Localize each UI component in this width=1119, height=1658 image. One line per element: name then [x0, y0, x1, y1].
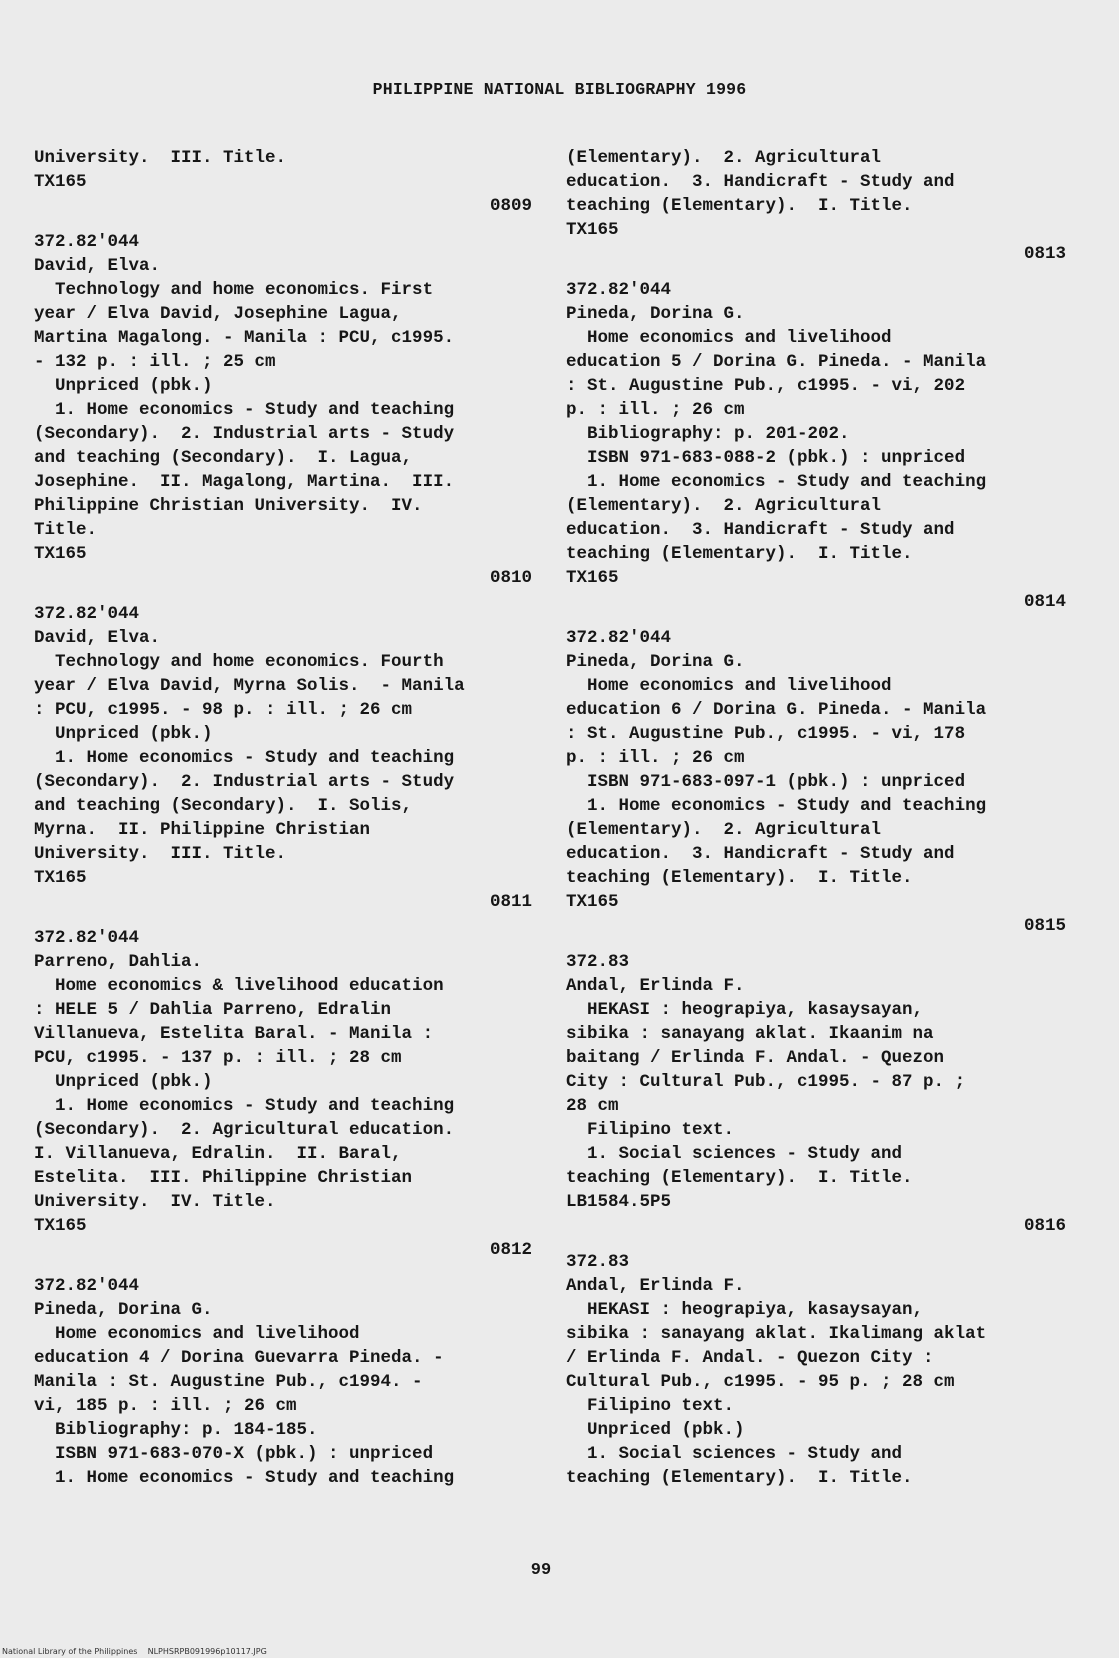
entry-line: Unpriced (pbk.)	[34, 1072, 213, 1092]
entry-line: (Elementary). 2. Agricultural	[566, 820, 882, 840]
entry-line: p. : ill. ; 26 cm	[566, 748, 745, 768]
entry-line: 1. Home economics - Study and teaching	[34, 748, 455, 768]
entry-separator	[34, 914, 532, 926]
entry-line: Filipino text.	[566, 1396, 735, 1416]
entry-line: teaching (Elementary). I. Title.	[566, 1468, 913, 1488]
entry-line: 1. Home economics - Study and teaching	[566, 796, 987, 816]
entry-line: Title.	[34, 520, 98, 540]
entry-number: 0814	[1023, 592, 1066, 612]
entry-number: 0816	[1023, 1216, 1066, 1236]
entry-line: 1. Home economics - Study and teaching	[34, 1096, 455, 1116]
entry-line: 1. Home economics - Study and teaching	[34, 1468, 455, 1488]
entry-line: / Erlinda F. Andal. - Quezon City :	[566, 1348, 934, 1368]
entry-line: - 132 p. : ill. ; 25 cm	[34, 352, 276, 372]
entry-line: 372.82'044	[34, 928, 140, 948]
entry-line: HEKASI : heograpiya, kasaysayan,	[566, 1300, 924, 1320]
entry-line: TX165	[34, 544, 87, 564]
entry-line: : PCU, c1995. - 98 p. : ill. ; 26 cm	[34, 700, 413, 720]
entry-line: I. Villanueva, Edralin. II. Baral,	[34, 1144, 402, 1164]
entry-line: (Elementary). 2. Agricultural	[566, 496, 882, 516]
entry-separator	[566, 614, 1066, 626]
entry-line: ISBN 971-683-097-1 (pbk.) : unpriced	[566, 772, 966, 792]
entry-line: p. : ill. ; 26 cm	[566, 400, 745, 420]
entry-line: HEKASI : heograpiya, kasaysayan,	[566, 1000, 924, 1020]
entry-line: Unpriced (pbk.)	[34, 376, 213, 396]
entry-line: vi, 185 p. : ill. ; 26 cm	[34, 1396, 297, 1416]
entry-line: Andal, Erlinda F.	[566, 1276, 745, 1296]
entry-number: 0810	[489, 568, 532, 588]
entry-line: Pineda, Dorina G.	[566, 652, 745, 672]
entry-line: education. 3. Handicraft - Study and	[566, 172, 955, 192]
entry-line: PCU, c1995. - 137 p. : ill. ; 28 cm	[34, 1048, 402, 1068]
entry-line: : HELE 5 / Dahlia Parreno, Edralin	[34, 1000, 392, 1020]
entry-line: teaching (Elementary). I. Title.	[566, 868, 913, 888]
entry-line: Cultural Pub., c1995. - 95 p. ; 28 cm	[566, 1372, 955, 1392]
left-column	[34, 146, 532, 1490]
entry-line: Parreno, Dahlia.	[34, 952, 203, 972]
entry-line: Filipino text.	[566, 1120, 735, 1140]
entry-line: 1. Social sciences - Study and	[566, 1144, 903, 1164]
entry-line: teaching (Elementary). I. Title.	[566, 196, 913, 216]
entry-line: ISBN 971-683-070-X (pbk.) : unpriced	[34, 1444, 434, 1464]
scan-footer: National Library of the Philippines NLPHSRPB091996p10117.JPG	[2, 1647, 267, 1656]
entry-line: TX165	[566, 568, 619, 588]
entry-line: Bibliography: p. 201-202.	[566, 424, 850, 444]
entry-line: : St. Augustine Pub., c1995. - vi, 178	[566, 724, 966, 744]
entry-line: Myrna. II. Philippine Christian	[34, 820, 371, 840]
entry-line: Home economics and livelihood	[566, 328, 892, 348]
entry-line: Estelita. III. Philippine Christian	[34, 1168, 413, 1188]
entry-line: (Secondary). 2. Industrial arts - Study	[34, 772, 455, 792]
entry-line: 1. Home economics - Study and teaching	[566, 472, 987, 492]
right-column	[566, 146, 1066, 1490]
entry-line: Pineda, Dorina G.	[34, 1300, 213, 1320]
entry-separator	[566, 266, 1066, 278]
entry-line: education. 3. Handicraft - Study and	[566, 520, 955, 540]
entry-line: baitang / Erlinda F. Andal. - Quezon	[566, 1048, 945, 1068]
entry-line: 1. Home economics - Study and teaching	[34, 400, 455, 420]
entry-line: Home economics and livelihood	[566, 676, 892, 696]
entry-number: 0809	[489, 196, 532, 216]
entry-line: TX165	[34, 172, 87, 192]
entry-line: : St. Augustine Pub., c1995. - vi, 202	[566, 376, 966, 396]
entry-line: (Secondary). 2. Agricultural education.	[34, 1120, 455, 1140]
entry-line: 372.82'044	[566, 280, 672, 300]
entry-separator	[34, 218, 532, 230]
entry-line: David, Elva.	[34, 628, 161, 648]
entry-line: TX165	[34, 868, 87, 888]
entry-line: education. 3. Handicraft - Study and	[566, 844, 955, 864]
entry-line: and teaching (Secondary). I. Lagua,	[34, 448, 413, 468]
entry-line: TX165	[34, 1216, 87, 1236]
entry-line: University. III. Title.	[34, 148, 287, 168]
entry-line: (Elementary). 2. Agricultural	[566, 148, 882, 168]
entry-line: Martina Magalong. - Manila : PCU, c1995.	[34, 328, 455, 348]
entry-separator	[566, 1238, 1066, 1250]
entry-line: Villanueva, Estelita Baral. - Manila :	[34, 1024, 434, 1044]
entry-line: sibika : sanayang aklat. Ikalimang aklat	[566, 1324, 987, 1344]
entry-line: Technology and home economics. First	[34, 280, 434, 300]
entry-line: Pineda, Dorina G.	[566, 304, 745, 324]
entry-line: education 4 / Dorina Guevarra Pineda. -	[34, 1348, 444, 1368]
entry-line: teaching (Elementary). I. Title.	[566, 1168, 913, 1188]
entry-line: (Secondary). 2. Industrial arts - Study	[34, 424, 455, 444]
entry-line: University. III. Title.	[34, 844, 287, 864]
entry-line: 372.83	[566, 952, 630, 972]
entry-line: Unpriced (pbk.)	[566, 1420, 745, 1440]
entry-line: Josephine. II. Magalong, Martina. III.	[34, 472, 455, 492]
entry-line: sibika : sanayang aklat. Ikaanim na	[566, 1024, 934, 1044]
entry-line: and teaching (Secondary). I. Solis,	[34, 796, 413, 816]
entry-line: TX165	[566, 892, 619, 912]
entry-number: 0811	[489, 892, 532, 912]
entry-line: LB1584.5P5	[566, 1192, 672, 1212]
entry-line: 28 cm	[566, 1096, 619, 1116]
entry-line: Home economics and livelihood	[34, 1324, 360, 1344]
entry-line: Manila : St. Augustine Pub., c1994. -	[34, 1372, 423, 1392]
entry-line: Home economics & livelihood education	[34, 976, 444, 996]
entry-line: 1. Social sciences - Study and	[566, 1444, 903, 1464]
entry-line: 372.82'044	[566, 628, 672, 648]
entry-line: TX165	[566, 220, 619, 240]
entry-line: education 5 / Dorina G. Pineda. - Manila	[566, 352, 987, 372]
entry-line: 372.82'044	[34, 604, 140, 624]
entry-line: Bibliography: p. 184-185.	[34, 1420, 318, 1440]
entry-line: year / Elva David, Myrna Solis. - Manila	[34, 676, 465, 696]
page-header: PHILIPPINE NATIONAL BIBLIOGRAPHY 1996	[372, 80, 747, 99]
entry-line: 372.82'044	[34, 1276, 140, 1296]
entry-line: 372.82'044	[34, 232, 140, 252]
entry-line: ISBN 971-683-088-2 (pbk.) : unpriced	[566, 448, 966, 468]
entry-separator	[566, 938, 1066, 950]
entry-line: Unpriced (pbk.)	[34, 724, 213, 744]
entry-line: year / Elva David, Josephine Lagua,	[34, 304, 402, 324]
entry-line: City : Cultural Pub., c1995. - 87 p. ;	[566, 1072, 966, 1092]
entry-separator	[34, 1262, 532, 1274]
entry-line: education 6 / Dorina G. Pineda. - Manila	[566, 700, 987, 720]
entry-number: 0815	[1023, 916, 1066, 936]
entry-line: University. IV. Title.	[34, 1192, 276, 1212]
entry-line: Philippine Christian University. IV.	[34, 496, 423, 516]
entry-separator	[34, 590, 532, 602]
entry-line: 372.83	[566, 1252, 630, 1272]
entry-number: 0812	[489, 1240, 532, 1260]
entry-number: 0813	[1023, 244, 1066, 264]
entry-line: David, Elva.	[34, 256, 161, 276]
entry-line: Technology and home economics. Fourth	[34, 652, 444, 672]
entry-line: teaching (Elementary). I. Title.	[566, 544, 913, 564]
page-number: 99	[530, 1561, 552, 1580]
entry-line: Andal, Erlinda F.	[566, 976, 745, 996]
